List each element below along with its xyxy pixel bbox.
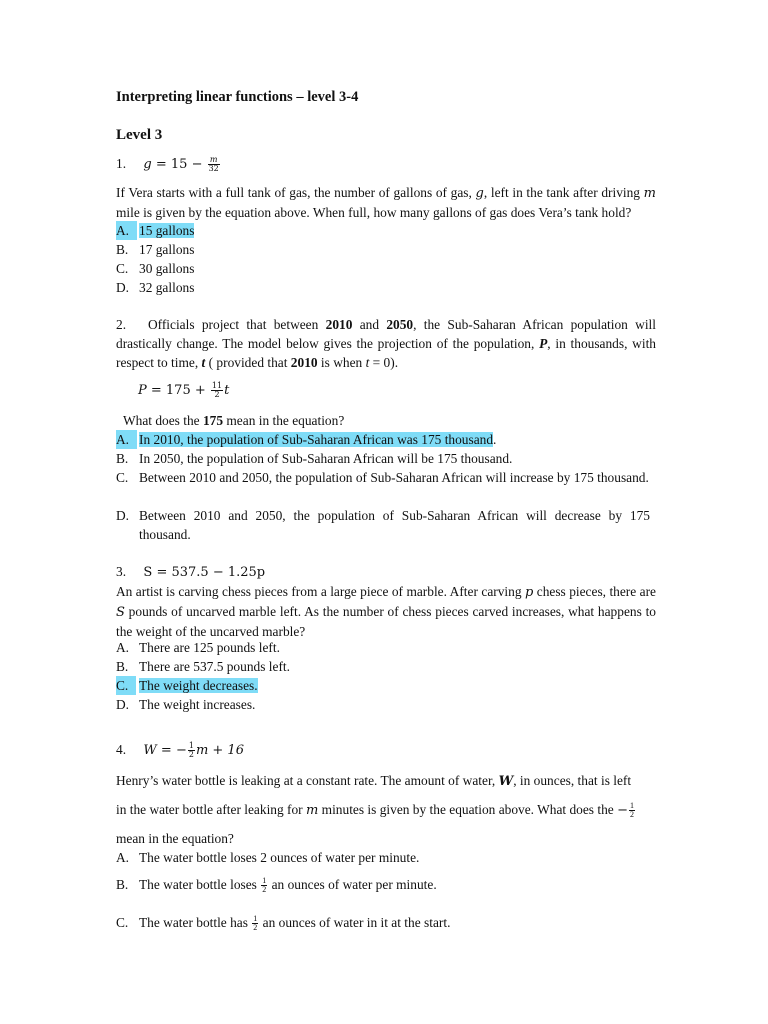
q3-stem-a: An artist is carving chess pieces from a large piece of marble. After carving (116, 584, 525, 599)
q4-number: 4. (116, 742, 127, 757)
q2-question (123, 411, 663, 430)
q4-stem-b: , in ounces, that is left (513, 773, 632, 788)
q2-year-2010: 2010 (325, 317, 353, 332)
option-text: The weight decreases. (139, 678, 258, 693)
q2-eq-lhs: P (138, 383, 147, 398)
q2-eq-var: t (224, 383, 230, 398)
q1-eq-frac-den: 32 (208, 164, 219, 173)
q4-eq-mid: = − (156, 743, 187, 758)
q2-question-175: 175 (202, 413, 224, 428)
q4-stem-line3: mean in the equation? (116, 831, 234, 846)
q1-eq-lhs: g (143, 157, 152, 172)
q3-stem-b: chess pieces, there are (533, 584, 657, 599)
option-letter: B. (116, 877, 129, 892)
q2-stem-p1: Officials project that between (140, 317, 326, 332)
q2-eq-fraction (211, 382, 223, 399)
q1-eq-fraction (208, 156, 220, 173)
q2-equation (138, 380, 678, 400)
option-letter: B. (116, 659, 129, 674)
q1-stem-c: mile is given by the equation above. When full, how many gallons of gas does Vera’s tank hold? (116, 205, 632, 220)
q4-stem-line1 (116, 771, 656, 791)
q2-eq-frac-den: 2 (214, 390, 220, 399)
q2-var-t2: t (365, 355, 370, 370)
q2-stem-p7: = 0). (369, 355, 399, 370)
q4-neg: − (617, 803, 628, 818)
q2-question-c: mean in the equation? (223, 413, 345, 428)
q2-stem-p2: and (352, 317, 387, 332)
option-frac-num: 1 (253, 914, 258, 924)
q3-equation (116, 562, 656, 582)
q2-var-t: t (201, 355, 206, 370)
q4-stem-d: minutes is given by the equation above. What does the (318, 802, 618, 817)
option-text: 17 gallons (139, 242, 195, 257)
q2-number: 2. (116, 317, 127, 332)
option-frac-den: 2 (262, 885, 267, 895)
q2-question-a: What does the (123, 413, 203, 428)
option-text: 32 gallons (139, 280, 195, 295)
option-fraction (261, 877, 267, 894)
option-letter: A. (116, 221, 137, 240)
q4-stem-line2 (116, 800, 656, 820)
q2-stem-p4: , in thousands, with respect to time, (116, 336, 656, 370)
q4-equation (116, 740, 656, 760)
q3-number: 3. (116, 564, 127, 579)
option-text: There are 537.5 pounds left. (139, 659, 290, 674)
option-fraction (252, 915, 258, 932)
option-text: 15 gallons (139, 223, 195, 238)
option-letter: A. (116, 850, 130, 865)
option-letter: B. (116, 451, 129, 466)
q2-stem-p5: ( provided that (205, 355, 291, 370)
worksheet-title: Interpreting linear functions – level 3-4 (116, 89, 359, 105)
q4-var-m: m (306, 803, 319, 818)
q3-eq: S = 537.5 − 1.25p (143, 565, 266, 580)
option-text: Between 2010 and 2050, the population of Sub-Saharan African will increase by 175 thousand. (139, 470, 649, 485)
q2-year-2010-b: 2010 (290, 355, 318, 370)
option-text-tail: an ounces of water in it at the start. (259, 915, 451, 930)
q4-eq-frac-den: 2 (188, 750, 194, 759)
q2-stem-p3: , the Sub-Saharan African population will drastically change. The model below gives the projection of the population, (116, 317, 657, 351)
level-heading: Level 3 (116, 127, 163, 143)
option-letter: D. (116, 280, 130, 295)
option-letter: A. (116, 640, 130, 655)
q1-eq-frac-num: m (208, 156, 220, 165)
q4-stem-a: Henry’s water bottle is leaking at a constant rate. The amount of water, (116, 773, 499, 788)
q1-var-m: m (643, 186, 656, 201)
option-text: The water bottle loses 2 ounces of water per minute. (139, 850, 420, 865)
q4-frac-den: 2 (629, 810, 634, 820)
option-text: The water bottle loses (139, 877, 261, 892)
q3-stem-c: pounds of uncarved marble left. As the number of chess pieces carved increases, what happens to the weight of the uncarved marble? (116, 604, 656, 639)
option-text: In 2050, the population of Sub-Saharan African will be 175 thousand. (139, 451, 513, 466)
option-text: The weight increases. (139, 697, 256, 712)
q2-eq-mid: = 175 + (146, 383, 210, 398)
q4-eq-frac-num: 1 (188, 741, 194, 750)
option-letter: A. (116, 430, 137, 449)
option-text: Between 2010 and 2050, the population of Sub-Saharan African will decrease by 175 thousand. (139, 508, 650, 542)
q3-stem (116, 582, 656, 641)
q2-stem (116, 315, 656, 372)
option-letter: D. (116, 508, 130, 523)
q1-stem-b: , left in the tank after driving (483, 185, 641, 200)
option-letter: B. (116, 242, 129, 257)
q4-eq-lhs: W (143, 743, 157, 758)
q1-eq-mid: = 15 − (151, 157, 207, 172)
option-letter: D. (116, 697, 130, 712)
q4-stem-c: in the water bottle after leaking for (116, 802, 306, 817)
q4-frac-num: 1 (629, 801, 634, 811)
q3-var-p: p (524, 585, 534, 600)
option-text-tail: an ounces of water per minute. (268, 877, 437, 892)
option-frac-den: 2 (253, 923, 258, 933)
option-frac-num: 1 (262, 876, 267, 886)
q2-year-2050: 2050 (386, 317, 414, 332)
q4-eq-tail: m + 16 (195, 743, 244, 758)
q1-var-g: g (475, 186, 484, 201)
q4-var-W: W (498, 774, 514, 789)
q3-var-S: S (116, 605, 125, 620)
q2-var-P: P (539, 336, 548, 351)
q4-stem-fraction (629, 802, 635, 819)
q2-eq-frac-num: 11 (211, 381, 223, 390)
option-letter: C. (116, 676, 136, 695)
option-text: There are 125 pounds left. (139, 640, 280, 655)
q4-eq-fraction (188, 742, 195, 759)
option-letter: C. (116, 261, 129, 276)
q2-stem-p6: is when (317, 355, 366, 370)
q1-equation (116, 154, 656, 174)
option-letter: C. (116, 470, 129, 485)
option-text: In 2010, the population of Sub-Saharan African was 175 thousand (139, 432, 494, 447)
q1-number: 1. (116, 156, 127, 171)
q1-stem (116, 183, 656, 222)
option-text: 30 gallons (139, 261, 195, 276)
option-letter: C. (116, 915, 129, 930)
q1-stem-a: If Vera starts with a full tank of gas, the number of gallons of gas, (116, 185, 476, 200)
option-tail: . (493, 432, 497, 447)
option-text: The water bottle has (139, 915, 252, 930)
